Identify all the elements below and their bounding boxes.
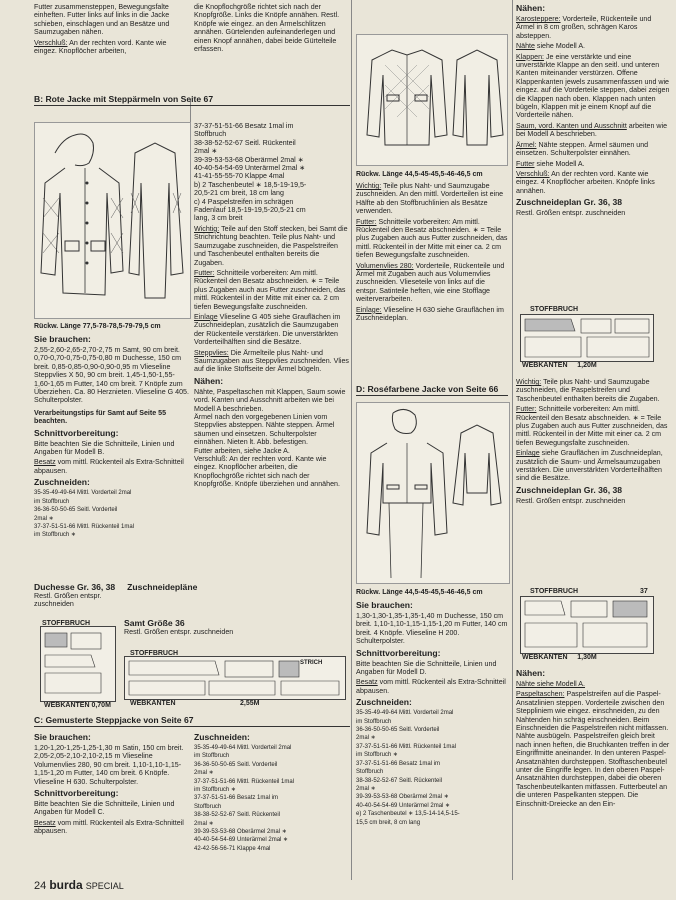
brand-special: SPECIAL	[85, 881, 124, 891]
plan-d-sub: Restl. Größen entspr. zuschneiden	[516, 496, 626, 505]
closure-c-text: An der rechten vord. Kante wie eingez. 4 Knopflöcher arbeiten. Knöpfe links annähen.	[516, 169, 655, 195]
section-c-mid	[356, 170, 508, 325]
hem-c-text: arbeiten wie bei Modell A beschrieben.	[516, 121, 668, 139]
materials-d-heading: Sie brauchen:	[356, 600, 413, 610]
prep-d: Bitte beachten Sie die Schnitteile, Linien und Angaben für Modell D.	[356, 659, 497, 677]
seams-c	[516, 42, 671, 50]
facing-d-text: vom mittl. Rückenteil als Extra-Schnitteil abpausen.	[356, 678, 506, 695]
section-b-right	[194, 122, 349, 491]
samt-label: Samt Größe 36	[124, 618, 185, 628]
cutting-d-heading: Zuschneiden:	[356, 697, 412, 708]
materials-b: 2,55-2,60-2,65-2,70-2,75 m Samt, 90 cm breit. 0,70-0,70-0,75-0,75-0,80 m Duchesse, 150 cm breit. 0,85-0,85-0,90-0,90-0,95 m Vlieseline Steppvlies X 50, 90 cm breit. 1,45-1,50-1,55-1,60-1,65 m Futter, 140 cm breit. 7 Knöpfe zum Überziehen. Ca. 80 Herznieten. Vlieseline G 405. Schulterpolster.	[34, 346, 189, 405]
lining-d-text: Schnitteile vorbereiten: Am mittl. Rückenteil den Besatz abschneiden. ∗ = Teile plus Zugaben auch aus Futter zuschneiden, das mittl. Rückenteil in der Mitte mit einer ca. 2 cm tiefen Bewegungsfalte zuschneiden.	[516, 405, 668, 447]
section-b-heading-wrap	[34, 94, 350, 109]
closure-text	[34, 39, 184, 56]
flaps-c	[516, 53, 671, 120]
volume-c-text: Vorderteile, Rückenteile und Ärmel mit Zugaben auch aus Volumenvlies zuschneiden. Vlieseteile von links auf die entspr. Satinteile heften, wie eine Stofflage weiterverarbeiten.	[356, 261, 505, 304]
important-d-label: Wichtig:	[516, 378, 542, 386]
right-col-sewing-d	[516, 668, 671, 810]
sewing-d-heading: Nähen:	[516, 668, 546, 678]
interfacing-c	[356, 306, 508, 323]
section-d-heading-wrap	[356, 384, 508, 399]
plan-d-heading: Zuschneideplan Gr. 36, 38	[516, 484, 623, 495]
pockets-d-label: Paspeltaschen:	[516, 690, 565, 699]
closure-detail: An der rechten vord. Kante wie eingez. Knopflöcher arbeiten,	[34, 38, 167, 56]
lining-b	[194, 269, 349, 311]
length-c: Rückw. Länge 44,5-45-45,5-46-46,5 cm	[356, 171, 483, 178]
label-37: 37	[640, 588, 648, 595]
strich-label: STRICH	[300, 660, 323, 666]
duchesse-cutting-plan	[40, 626, 116, 702]
seams-d: Nähte siehe Modell A.	[516, 680, 586, 688]
facing-b	[34, 458, 189, 475]
lining-c	[356, 218, 508, 260]
facing-b-text: vom mittl. Rückenteil als Extra-Schnitteil abpausen.	[34, 458, 184, 475]
seams-c-label: Nähte	[516, 42, 535, 51]
facing-d-label: Besatz	[356, 678, 378, 687]
plan-c-heading: Zuschneideplan Gr. 36, 38	[516, 197, 623, 208]
cutting-c-heading: Zuschneiden:	[194, 732, 250, 742]
section-d-heading: D: Roséfarbene Jacke von Seite 66	[356, 384, 508, 396]
important-b-text: Teile auf den Stoff stecken, bei Samt die Strichrichtung beachten. Teile plus Naht- und Saumzugabe zuschneiden, die Paspelstreifen und Taschenbeutel enthalten bereits die Zugaben.	[194, 224, 348, 267]
section-c-heading: C: Gemusterte Steppjacke von Seite 67	[34, 715, 350, 727]
important-c-text: Teile plus Naht- und Saumzugabe zuschneiden. An den mittl. Vorderteilen ist eine Hälfte ab den Stoffbruchlinien als Besätze verwenden.	[356, 182, 504, 216]
plan-d-cutting-plan	[520, 596, 654, 654]
section-b-left	[34, 322, 189, 542]
length-d: Rückw. Länge 44,5-45-45,5-46-46,5 cm	[356, 589, 483, 596]
lining-d-label: Futter:	[516, 405, 537, 414]
webkanten-label-2: WEBKANTEN	[130, 700, 176, 707]
interfacing-b-label: Einlage	[194, 312, 218, 321]
cutting-c-list: 35-35-49-49-64 Mittl. Vorderteil 2mal im Stoffbruch 36-36-50-50-65 Seitl. Vorderteil 2mal ∗ 37-37-51-51-66 Mittl. Rückenteil 1mal im Stoffbruch ∗ 37-37-51-51-66 Besatz 1mal im Stoffbruch 38-38-52-52-67 Seitl. Rückenteil 2mal ∗ 39-39-53-53-68 Oberärmel 2mal ∗ 40-40-54-54-69 Unterärmel 2mal ∗ 42-42-56-56-71 Klappe 4mal	[194, 745, 295, 852]
cutting-d-list: 35-35-49-49-64 Mittl. Vorderteil 2mal im Stoffbruch 36-36-50-50-65 Seitl. Vorderteil 2mal ∗ 37-37-51-51-66 Mittl. Rückenteil 1mal im Stoffbruch ∗ 37-37-51-51-66 Besatz 1mal im Stoffbruch 38-38-52-52-67 Seitl. Rückenteil 2mal ∗ 39-39-53-53-68 Oberärmel 2mal ∗ 40-40-54-54-69 Unterärmel 2mal ∗ e) 2 Taschenbeutel ∗ 13,5-14-14,5-15- 15,5 cm breit, 8 cm lang	[356, 710, 460, 826]
facing-b-label: Besatz	[34, 458, 56, 467]
quilt-b-label: Steppvlies:	[194, 348, 229, 357]
cutting-b-heading: Zuschneiden:	[34, 477, 90, 488]
lining-b-text: Schnitteile vorbereiten: Am mittl. Rückenteil den Besatz abschneiden. ∗ = Teile plus Zugaben auch aus Futter zuschneiden, das mittl. Rückenteil in der Mitte mit einer ca. 2 cm tiefen Bewegungsfalte zuschneiden.	[194, 268, 346, 311]
plan-c-cutting-plan	[520, 314, 654, 362]
volume-c-label: Volumenvlies 280:	[356, 261, 414, 270]
lining-d	[516, 405, 671, 447]
prep-c: Bitte beachten Sie die Schnitteile, Linien und Angaben für Modell C.	[34, 800, 175, 817]
interfacing-d-label: Einlage	[516, 449, 540, 458]
materials-b-heading: Sie brauchen:	[34, 334, 91, 344]
interfacing-d	[516, 449, 671, 483]
section-c-heading-wrap	[34, 715, 350, 730]
hem-c-label: Saum, vord. Kanten und Ausschnitt	[516, 121, 627, 130]
button-text: die Knopflochgröße richtet sich nach der Knopfgröße. Links die Knöpfe annähen. Restl. Knöpfe wie eingez. an den Ärmelschlitzen annähen. Gürtelenden aufeinanderlegen und einen Knopf annähen, dabei beide Gürtelteile erfassen.	[194, 3, 340, 54]
interfacing-c-text: Vlieseline H 630 siehe Grauflächen im Zuschneideplan.	[356, 305, 504, 323]
right-col-top	[516, 3, 671, 220]
samt-head	[124, 618, 244, 638]
column-divider	[512, 0, 513, 880]
lining-b-label: Futter:	[194, 268, 215, 277]
brand-logo: burda	[49, 878, 83, 892]
plans-b-heading: Zuschneidepläne	[127, 582, 198, 592]
section-c-right	[194, 732, 349, 855]
page-footer	[34, 878, 124, 892]
width-plan-d: 1,30M	[577, 654, 597, 661]
important-c	[356, 182, 508, 216]
top-left-text	[34, 3, 184, 57]
section-c-left	[34, 732, 189, 838]
materials-d: 1,30-1,30-1,35-1,35-1,40 m Duchesse, 150 cm breit. 1,10-1,10-1,15-1,15-1,20 m Futter, 140 cm breit. 4 Knöpfe. Vlieseline H 200. Schulterpolster.	[356, 612, 508, 646]
jacket-b-sketch	[34, 122, 191, 319]
stoffbruch-label-d: STOFFBRUCH	[530, 588, 579, 595]
right-col-d	[516, 378, 671, 507]
seams-c-text: siehe Modell A.	[536, 42, 586, 51]
volume-c	[356, 262, 508, 304]
facing-c-label: Besatz	[34, 818, 56, 827]
closure-c-label: Verschluß:	[516, 169, 550, 178]
materials-c: 1,20-1,20-1,25-1,25-1,30 m Satin, 150 cm breit. 2,05-2,05-2,10-2,10-2,15 m Vlieseline Volumenvlies 280, 90 cm breit. 1,10-1,10-1,15-1,15-1,20 m Futter, 140 cm breit. 6 Knöpfe. Vlieseline H 630. Schulterpolster.	[34, 744, 184, 786]
lining-c-label: Futter:	[356, 217, 377, 226]
width-samt: 2,55M	[240, 700, 260, 707]
jacket-d-illustration	[357, 403, 509, 583]
webkanten-label-c: WEBKANTEN	[522, 362, 568, 369]
sleeve-c-label: Ärmel:	[516, 140, 537, 149]
plan-c-sub: Restl. Größen entspr. zuschneiden	[516, 209, 626, 218]
prep-b: Bitte beachten Sie die Schnitteile, Linien und Angaben für Modell B.	[34, 439, 175, 457]
sewing-c-heading: Nähen:	[516, 3, 546, 13]
flaps-c-label: Klappen:	[516, 52, 545, 61]
prep-c-heading: Schnittvorbereitung:	[34, 788, 119, 799]
webkanten-label-1: WEBKANTEN	[44, 702, 90, 709]
webkanten-label-d: WEBKANTEN	[522, 654, 568, 661]
interfacing-b	[194, 313, 349, 347]
cut-list-b: 37-37-51-51-66 Besatz 1mal im Stoffbruch 38-38-52-52-67 Seitl. Rückenteil 2mal ∗ 39-39-53-53-68 Oberärmel 2mal ∗ 40-40-54-54-69 Unterärmel 2mal ∗ 41-41-55-55-70 Klappe 4mal b) 2 Taschenbeutel ∗ 18,5-19-19,5- 20,5-21 cm breit, 18 cm lang c) 4 Paspelstreifen im schrägen Fadenlauf 18,5-19-19,5-20,5-21 cm lang, 3 cm breit	[194, 122, 307, 223]
closure-label: Verschluß:	[34, 38, 68, 47]
karo	[516, 15, 671, 40]
lining-c-text: Schnitteile vorbereiten: Am mittl. Rückenteil den Besatz abschneiden. ∗ = Teile plus Zugaben auch aus Futter zuschneiden, das mittl. Rückenteil in der Mitte mit einer ca. 2 cm tiefen Bewegungsfalte zuschneiden.	[356, 217, 508, 260]
sewing-b: Nähte, Paspeltaschen mit Klappen, Saum sowie vord. Kanten und Ausschnitt arbeiten wie bei Modell A beschrieben. Ärmel nach den vorgegebenen Linien vom Steppvlies absteppen. Nähte steppen. Ärmel säumen und einsetzen. Schulterpolster einnähen. Nieten lt. Abb. befestigen. Futter arbeiten, siehe Jacke A. Verschluß: An der rechten vord. Kante wie eingez. Knopflöcher arbeiten, die Knopflochgröße richtet sich nach der Knopfgröße. Knöpfe überziehen und annähen.	[194, 387, 346, 489]
page-number: 24	[34, 880, 47, 892]
jacket-c-sketch	[356, 34, 508, 166]
width-duchesse: 0,70M	[91, 702, 111, 709]
prep-d-heading: Schnittvorbereitung:	[356, 647, 441, 658]
pockets-d-text: Paspelstreifen auf die Paspel-Ansatzlinien steppen. Vorderteile zwischen den Steppliniem wie eingez. einschneiden, zu den Nahtenden hin schräg einschneiden. Beim Einschneiden die Paspelstreifen nicht mitfassen. Nähte ausbügeln. Paspelstreifen gleich breit nach innen heften, die Bruchkanten treffen in der Eingriffmitte aneinander. In den unteren Paspel-Ansatznähten durchsteppen. Stofftaschenbeutel unter die Eingriffe legen. In den oberen Paspel-Ansatznähten durchsteppen, dabei die oberen Taschenbeutelkanten mitfassen. Futterbeutel an die unteren Paspelkanten steppen. Die Einschnitt-Dreiecke an den Ein-	[516, 690, 670, 808]
interfacing-b-text: Vlieseline G 405 siehe Grauflächen im Zuschneideplan, zusätzlich die Saumzugaben der Rückenteile verstärken. Die unverstärkten Vorderteilhälften sind die Besätze.	[194, 312, 341, 347]
prep-b-heading: Schnittvorbereitung:	[34, 427, 119, 438]
karo-label: Karosteppere:	[516, 15, 561, 23]
section-b-heading: B: Rote Jacke mit Steppärmeln von Seite 67	[34, 94, 350, 106]
stoffbruch-label-1: STOFFBRUCH	[42, 620, 91, 627]
flaps-c-text: Je eine verstärkte und eine unverstärkte Klappe an den seitl. und unteren Kanten miteinander verstürzen. Offene Klappenkanten jewels zusammenfassen und wie eingez. auf die Vorderteile steppen, dabei zeigen die Klappen nach oben. Klappen nach unten bügeln, Klappen mit je einem Knopf auf die Vorderteile nähen.	[516, 52, 670, 120]
length-b: Rückw. Länge 77,5-78-78,5-79-79,5 cm	[34, 323, 161, 330]
cutting-b-list: 35-35-49-49-64 Mittl. Vorderteil 2mal im Stoffbruch 36-36-50-50-65 Seitl. Vorderteil 2mal ∗ 37-37-51-51-66 Mittl. Rückenteil 1mal im Stoffbruch ∗	[34, 490, 135, 539]
sleeve-c-text: Nähte steppen. Ärmel säumen und einsetzen. Schulterpolster einnähen.	[516, 140, 649, 158]
lining-c2-text: siehe Modell A.	[536, 159, 585, 168]
width-plan-c: 1,20M	[577, 362, 597, 369]
jacket-b-illustration	[35, 123, 190, 318]
pockets-d	[516, 690, 671, 808]
karo-text: Vorderteile, Rückenteile und Ärmel in 8 cm großen, schrägen Karos absteppen.	[516, 15, 652, 40]
facing-c	[34, 819, 189, 836]
plans-b-head	[34, 582, 350, 611]
stoffbruch-label-c: STOFFBRUCH	[530, 306, 579, 313]
facing-c-text: vom mittl. Rückenteil als Extra-Schnitteil abpausen.	[34, 818, 184, 836]
quilt-b	[194, 349, 349, 374]
lining-c2-label: Futter	[516, 159, 535, 168]
duchesse-label: Duchesse Gr. 36, 38	[34, 582, 116, 592]
important-d	[516, 378, 671, 403]
important-b-label: Wichtig:	[194, 224, 220, 233]
section-d-text	[356, 588, 508, 829]
sewing-b-heading: Nähen:	[194, 375, 224, 386]
column-divider	[351, 0, 352, 880]
quilt-b-text: Die Ärmelteile plus Naht- und Saumzugaben aus Steppvlies zuschneiden. Vlies auf die linke Stoffseite der Ärmel bügeln.	[194, 348, 349, 374]
interfacing-d-text: siehe Grauflächen im Zuschneideplan, zusätzlich die Saum- und Ärmelsaumzugaben verstärken. Die unverstärkten Vorderteilhälften sind die Besätze.	[516, 449, 663, 483]
important-b	[194, 225, 349, 267]
jacket-c-illustration	[357, 35, 507, 165]
stoffbruch-label-2: STOFFBRUCH	[130, 650, 179, 657]
important-d-text: Teile plus Naht- und Saumzugabe zuschneiden, die Paspelstreifen und Taschenbeutel enthalten bereits die Zugaben.	[516, 378, 660, 403]
materials-c-heading: Sie brauchen:	[34, 732, 91, 742]
hem-c	[516, 122, 671, 139]
important-c-label: Wichtig:	[356, 182, 382, 190]
interfacing-c-label: Einlage:	[356, 305, 382, 314]
samt-sub: Restl. Größen entspr. zuschneiden	[124, 628, 234, 636]
jacket-d-sketch	[356, 402, 510, 584]
sleeve-c	[516, 141, 671, 158]
lining-text: Futter zusammensteppen, Bewegungsfalte einheften. Futter links auf links in die Jacke schieben, einschlagen und an Besätze und Saumzugaben nähen.	[34, 3, 170, 37]
lining-c2	[516, 160, 671, 168]
facing-d	[356, 678, 508, 695]
velvet-tips: Verarbeitungstips für Samt auf Seite 55 beachten.	[34, 408, 167, 426]
duchesse-sub: Restl. Größen entspr. zuschneiden	[34, 592, 102, 609]
top-mid-text	[194, 3, 349, 55]
closure-c	[516, 170, 671, 195]
